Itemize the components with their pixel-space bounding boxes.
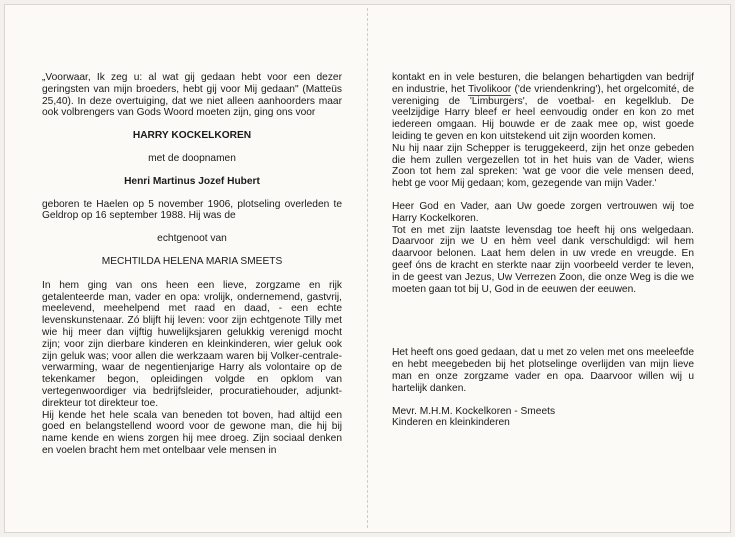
spouse-name: MECHTILDA HELENA MARIA SMEETS [101, 255, 283, 267]
right-page [392, 72, 694, 429]
baptismal-names: Henri Martinus Jozef Hubert [124, 175, 260, 187]
signature-children: Kinderen en kleinkinderen [392, 417, 510, 429]
signature-family: Mevr. M.H.M. Kockelkoren - Smeets [392, 405, 556, 417]
fold-line [367, 8, 368, 528]
prayer-paragraph: Nu hij naar zijn Schepper is teruggekeerd, zijn het onze gebeden die hem zullen vergezellen tot in het huis van de Vader, wiens Zoon tot hem zal spreken: 'wat ge voor die vele mensen deed, hebt ge voor Mij gedaan; kom, gezegende van mijn Vader.' [392, 142, 694, 190]
tribute-paragraph-continued: Hij kende het hele scala van beneden tot boven, had altijd een goed en belangstellend woord voor de gewone man, die hij bij name kende en wiens zorgen hij mee droeg. Zijn sociaal denken en voelen bracht hem met ontelbaar vele mensen in [42, 409, 342, 456]
activities-text: kontakt en in vele besturen, die belangen behartigden van bedrijf en industrie, het [392, 72, 694, 95]
left-page [42, 72, 342, 457]
activities-paragraph [392, 72, 694, 143]
activities-text-continued: ('de vriendenkring'), het orgelcomité, de vereniging de 'Limburgers', de voetbal- en kegelklub. De veelzijdige Harry bleef er heel eenvoudig onder en kon zo met iedereen omgaan. Hij bouwde er de zaak mee op, wist goede leiding te geven en kon uitstekend uit zijn woorden komen. [392, 83, 694, 142]
tivolikoor-underlined: Tivolikoor [468, 83, 512, 95]
tribute-paragraph: In hem ging van ons heen een lieve, zorgzame en rijk getalenteerde man, vader en opa: vrolijk, ondernemend, gastvrij, meelevend, meehelpend met raad en daad, - een echte levenskunstenaar. Zó blijft hij leven: voor zijn echtgenote Tilly met wie hij meer dan vijftig huwelijksjaren gelukkig verenigd mocht zijn; voor zijn dierbare kinderen en kleinkinderen, wier geluk ook zijn geluk was; voor allen die werkzaam waren bij Volker-centrale-verwarming, waar de negentienjarige Harry als volontaire op de tekenkamer begon, opleidingen volgde en opklom van vertegenwoordiger via bedrijfsleider, procuratiehouder, adjunkt-direkteur tot direkteur toe. [42, 279, 342, 409]
spouse-label: echtgenoot van [157, 233, 227, 245]
baptismal-names-label: met de doopnamen [148, 152, 236, 164]
intro-quote: „Voorwaar, Ik zeg u: al wat gij gedaan hebt voor een dezer geringsten van mijn broeders, hebt gij voor Mij gedaan" (Matteüs 25,40). In deze overtuiging, dat we niet alleen aanhoorders maar ook volbrengers van Gods Woord moeten zijn, ging ons voor [42, 72, 342, 119]
entrust-paragraph: Heer God en Vader, aan Uw goede zorgen vertrouwen wij toe Harry Kockelkoren. [392, 200, 694, 224]
thanks-paragraph: Het heeft ons goed gedaan, dat u met zo velen met ons meeleefde en hebt meegebeden bij het plotselinge overlijden van mijn lieve man en onze zorgzame vader en opa. Daarvoor willen wij u hartelijk danken. [392, 347, 694, 394]
closing-prayer-paragraph: Tot en met zijn laatste levensdag toe heeft hij ons welgedaan. Daarvoor zijn we U en hèm veel dank verschuldigd: wil hem daarvoor belonen. Laat hem delen in uw vrede en vreugde. En geef óns de kracht en sterkte naar zijn voorbeeld verder te leven, in de geest van Jezus, Uw Verrezen Zoon, die onze Weg is die we moeten gaan tot bij U, God in de eeuwen der eeuwen. [392, 224, 694, 295]
birth-death-text: geboren te Haelen op 5 november 1906, plotseling overleden te Geldrop op 16 september 1988. Hij was de [42, 198, 342, 222]
deceased-name: HARRY KOCKELKOREN [132, 130, 252, 142]
